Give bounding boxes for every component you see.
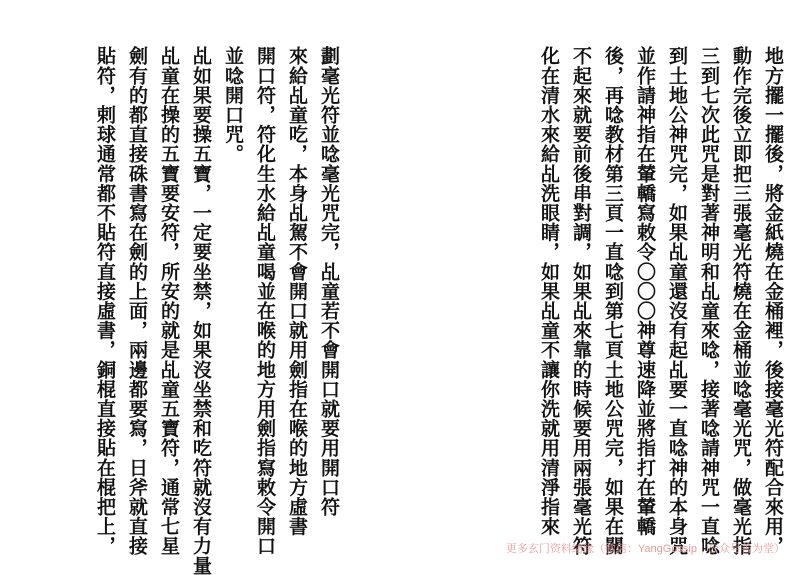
left-text-column: 乩童在操的五寶要安符，所安的就是乩童五寶符，通常七星 (158, 46, 180, 556)
right-text-column: 地方擺一擺後，將金紙燒在金桶裡，後接毫光符配合來用， (762, 46, 784, 556)
right-text-column: 不起來就要前後串對調，如果乩來靠的時候要用兩張毫光符 (570, 46, 592, 556)
left-text-column: 劍有的都直接硃書寫在劍的上面，兩邊都要寫，日斧就直接 (126, 46, 148, 556)
right-text-column: 三到七次此咒是對著神明和乩童來唸，接著唸請神咒一直唸 (698, 46, 720, 556)
left-text-column: 並唸開口咒。 (222, 46, 244, 164)
right-text-column: 到土地公神咒完，如果乩童還沒有起乩要一直唸神的本身咒 (666, 46, 688, 556)
watermark-footer: 更多玄门资料结缘（微信：YangGossip｜公众号善为堂） (505, 543, 785, 555)
left-page (0, 0, 396, 575)
left-text-column: 貼符，剌球通常都不貼符直接虛書，銅棍直接貼在棍把上， (94, 46, 116, 556)
left-text-column: 乩如果要操五寶，一定要坐禁，如果沒坐禁和吃符就沒有力量 (190, 46, 212, 575)
left-text-column: 劃毫光符並唸毫光咒完，乩童若不會開口就要用開口符 (318, 46, 340, 517)
right-text-column: 並作請神指在輦轎寫敕令〇〇〇神尊速降並將指打在輦轎 (634, 46, 656, 536)
left-text-column: 開口符，符化生水給乩童喝並在喉的地方用劍指寫敕令開口 (254, 46, 276, 556)
right-text-column: 後，再唸教材第三頁一直唸到第七頁土地公咒完，如果在關 (602, 46, 624, 556)
right-text-column: 化在清水來給乩洗眼睛，如果乩童不讓你洗就用清淨指來 (538, 46, 560, 536)
right-text-column: 動作完後立即把三張毫光符燒在金桶並唸毫光咒，做毫光指 (730, 46, 752, 556)
right-page (396, 0, 793, 560)
left-text-column: 來給乩童吃，本身乩駕不會開口就用劍指在喉的地方虛書 (286, 46, 308, 536)
